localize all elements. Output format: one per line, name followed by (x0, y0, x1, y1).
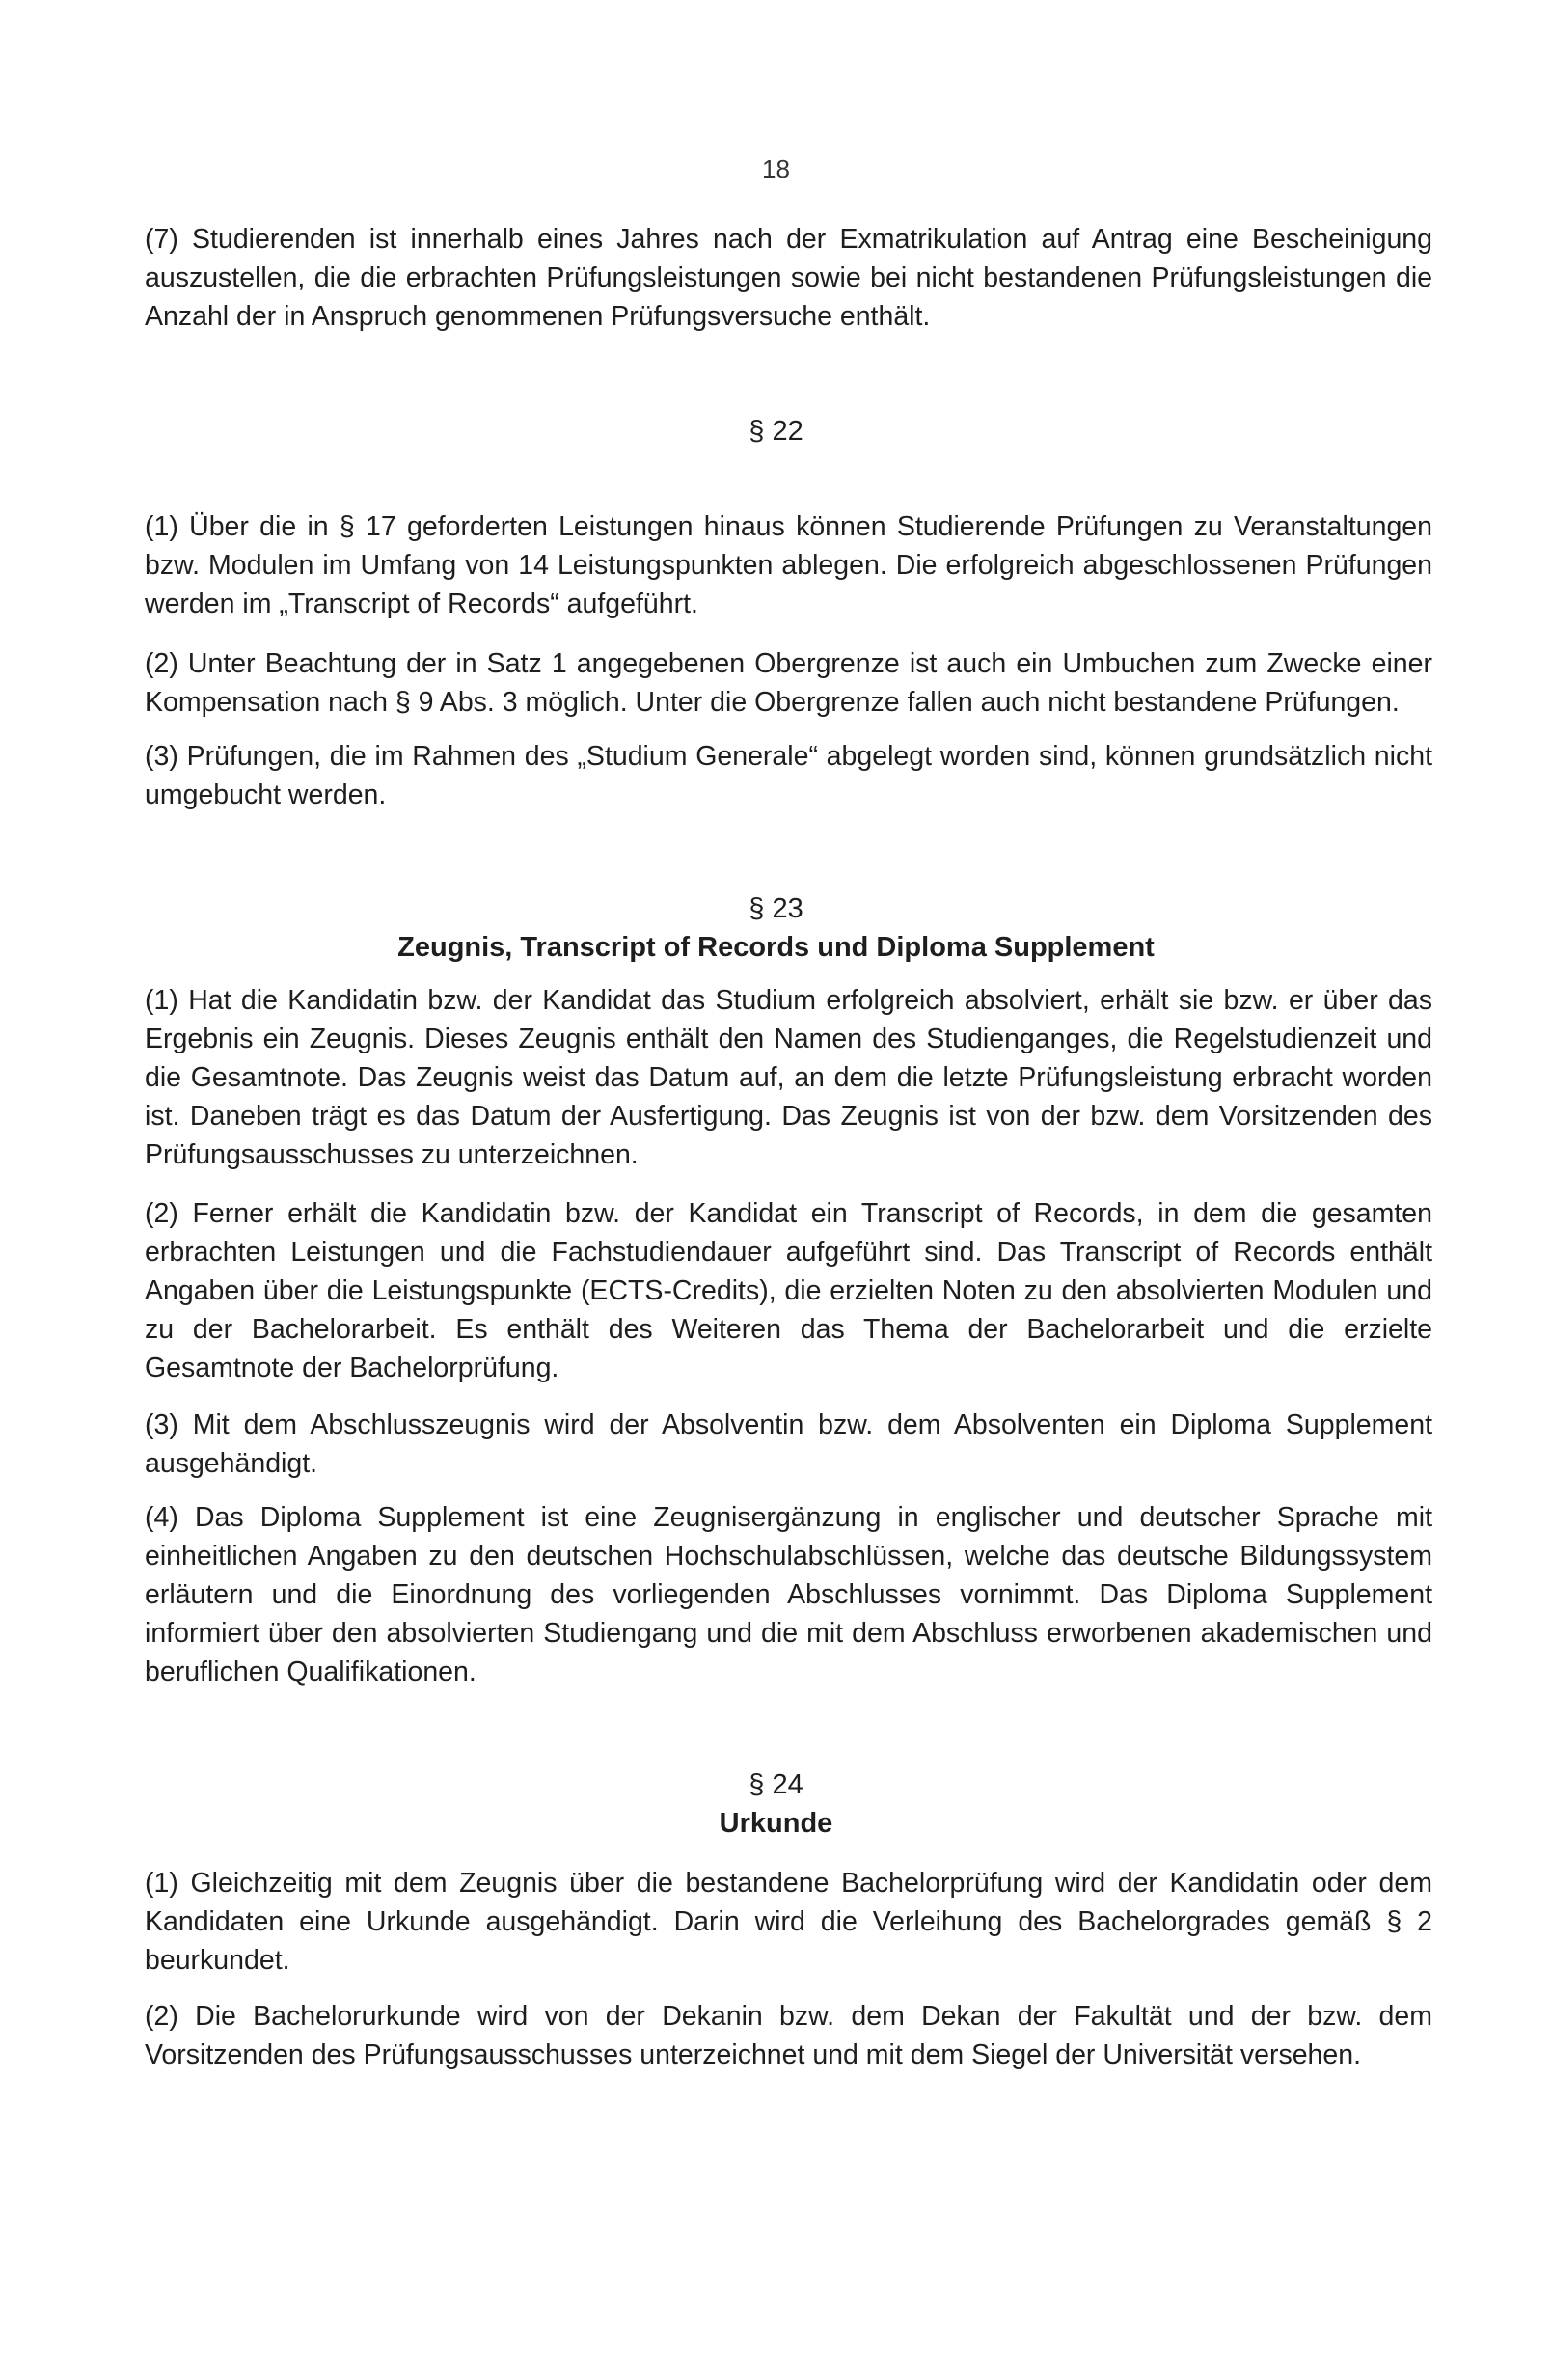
section-24-heading (0, 1765, 1552, 1843)
section-24-title: Urkunde (719, 1808, 833, 1839)
section-22-body-2 (145, 644, 1432, 722)
section-23-paragraph-4: (4) Das Diploma Supplement ist eine Zeugnisergänzung in englischer und deutscher Sprache mit einheitlichen Angaben zu den deutschen Hochschulabschlüssen, welche das deutsche Bildungssystem erläutern und die Einordnung des vorliegenden Abschlusses vornimmt. Das Diploma Supplement informiert über den absolvierten Studiengang und die mit dem Abschluss erworbenen akademischen und beruflichen Qualifikationen. (145, 1502, 1432, 1687)
section-23-heading (0, 889, 1552, 967)
section-22-paragraph-2: (2) Unter Beachtung der in Satz 1 angegebenen Obergrenze ist auch ein Umbuchen zum Zwecke einer Kompensation nach § 9 Abs. 3 möglich. Unter die Obergrenze fallen auch nicht bestandene Prüfungen. (145, 648, 1432, 718)
section-23-body-3 (145, 1406, 1432, 1483)
section-22-paragraph-1: (1) Über die in § 17 geforderten Leistungen hinaus können Studierende Prüfungen zu Veranstaltungen bzw. Modulen im Umfang von 14 Leistungspunkten ablegen. Die erfolgreich abgeschlossenen Prüfungen werden im „Transcript of Records“ aufgeführt. (145, 511, 1432, 619)
section-23-paragraph-1: (1) Hat die Kandidatin bzw. der Kandidat das Studium erfolgreich absolviert, erhält sie bzw. er über das Ergebnis ein Zeugnis. Dieses Zeugnis enthält den Namen des Studienganges, die Regelstudienzeit und die Gesamtnote. Das Zeugnis weist das Datum auf, an dem die letzte Prüfungsleistung erbracht worden ist. Daneben trägt es das Datum der Ausfertigung. Das Zeugnis ist von der bzw. dem Vorsitzenden des Prüfungsausschusses zu unterzeichnen. (145, 985, 1432, 1170)
section-22-heading (0, 412, 1552, 451)
section-22-body (145, 507, 1432, 623)
section-24-paragraph-1: (1) Gleichzeitig mit dem Zeugnis über die bestandene Bachelorprüfung wird der Kandidatin oder dem Kandidaten eine Urkunde ausgehändigt. Darin wird die Verleihung des Bachelorgrades gemäß § 2 beurkundet. (145, 1868, 1432, 1976)
paragraph-7: (7) Studierenden ist innerhalb eines Jahres nach der Exmatrikulation auf Antrag eine Bescheinigung auszustellen, die die erbrachten Prüfungsleistungen sowie bei nicht bestandenen Prüfungsleistungen die Anzahl der in Anspruch genommenen Prüfungsversuche enthält. (145, 224, 1432, 332)
section-23-body-1 (145, 981, 1432, 1174)
section-24-number: § 24 (749, 1769, 803, 1800)
page-number: 18 (762, 154, 790, 183)
section-22-number: § 22 (749, 416, 803, 447)
section-23-body-4 (145, 1498, 1432, 1691)
section-22-body-3 (145, 737, 1432, 814)
section-24-body-1 (145, 1864, 1432, 1980)
section-23-title: Zeugnis, Transcript of Records und Diploma Supplement (397, 932, 1155, 963)
section-24-paragraph-2: (2) Die Bachelorurkunde wird von der Dekanin bzw. dem Dekan der Fakultät und der bzw. dem Vorsitzenden des Prüfungsausschusses unterzeichnet und mit dem Siegel der Universität versehen. (145, 2001, 1432, 2070)
section-23-number: § 23 (749, 893, 803, 924)
intro-section (145, 220, 1432, 336)
section-23-paragraph-3: (3) Mit dem Abschlusszeugnis wird der Absolventin bzw. dem Absolventen ein Diploma Supplement ausgehändigt. (145, 1409, 1432, 1479)
section-24-body-2 (145, 1997, 1432, 2074)
section-22-paragraph-3: (3) Prüfungen, die im Rahmen des „Studium Generale“ abgelegt worden sind, können grundsätzlich nicht umgebucht werden. (145, 741, 1432, 810)
section-23-body-2 (145, 1194, 1432, 1387)
section-23-paragraph-2: (2) Ferner erhält die Kandidatin bzw. der Kandidat ein Transcript of Records, in dem die gesamten erbrachten Leistungen und die Fachstudiendauer aufgeführt sind. Das Transcript of Records enthält Angaben über die Leistungspunkte (ECTS-Credits), die erzielten Noten zu den absolvierten Modulen und zu der Bachelorarbeit. Es enthält des Weiteren das Thema der Bachelorarbeit und die erzielte Gesamtnote der Bachelorprüfung. (145, 1198, 1432, 1383)
